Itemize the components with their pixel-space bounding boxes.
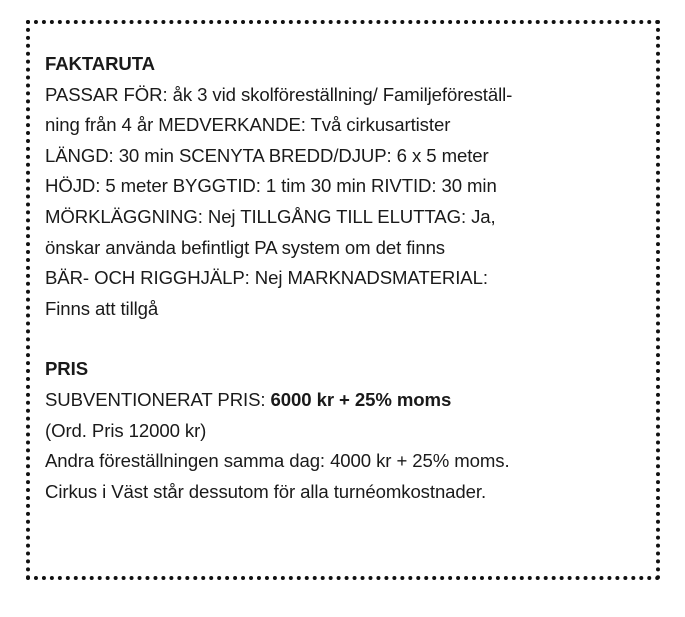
- faktaruta-line-8: Finns att tillgå: [45, 297, 159, 319]
- faktaruta-heading: FAKTARUTA: [45, 53, 155, 74]
- tour-costs-note: Cirkus i Väst står dessutom för alla turnéomkostnader.: [45, 480, 487, 502]
- faktaruta-line-7: BÄR- OCH RIGGHJÄLP: Nej MARKNADSMATERIAL:: [45, 267, 488, 289]
- second-show-price: Andra föreställningen samma dag: 4000 kr + 25% moms.: [45, 450, 510, 472]
- faktaruta-line-2: ning från 4 år MEDVERKANDE: Två cirkusartister: [45, 114, 451, 136]
- faktaruta-line-4: HÖJD: 5 meter BYGGTID: 1 tim 30 min RIVTID: 30 min: [45, 175, 497, 197]
- faktaruta-line-3: LÄNGD: 30 min SCENYTA BREDD/DJUP: 6 x 5 meter: [45, 144, 489, 166]
- ordinary-price: (Ord. Pris 12000 kr): [45, 419, 207, 441]
- subsidized-price-line: [45, 385, 625, 416]
- faktaruta-line-5: MÖRKLÄGGNING: Nej TILLGÅNG TILL ELUTTAG: Ja,: [45, 205, 496, 227]
- subsidized-price-value: 6000 kr + 25% moms: [270, 388, 452, 410]
- faktaruta-line-1: PASSAR FÖR: åk 3 vid skolföreställning/ Familjeföreställ-: [45, 83, 513, 105]
- section-spacer: [45, 324, 625, 354]
- fact-content: [45, 49, 625, 507]
- faktaruta-line-6: önskar använda befintligt PA system om det finns: [45, 236, 446, 258]
- pris-heading: PRIS: [45, 358, 88, 380]
- subsidized-price-label: SUBVENTIONERAT PRIS:: [45, 388, 271, 410]
